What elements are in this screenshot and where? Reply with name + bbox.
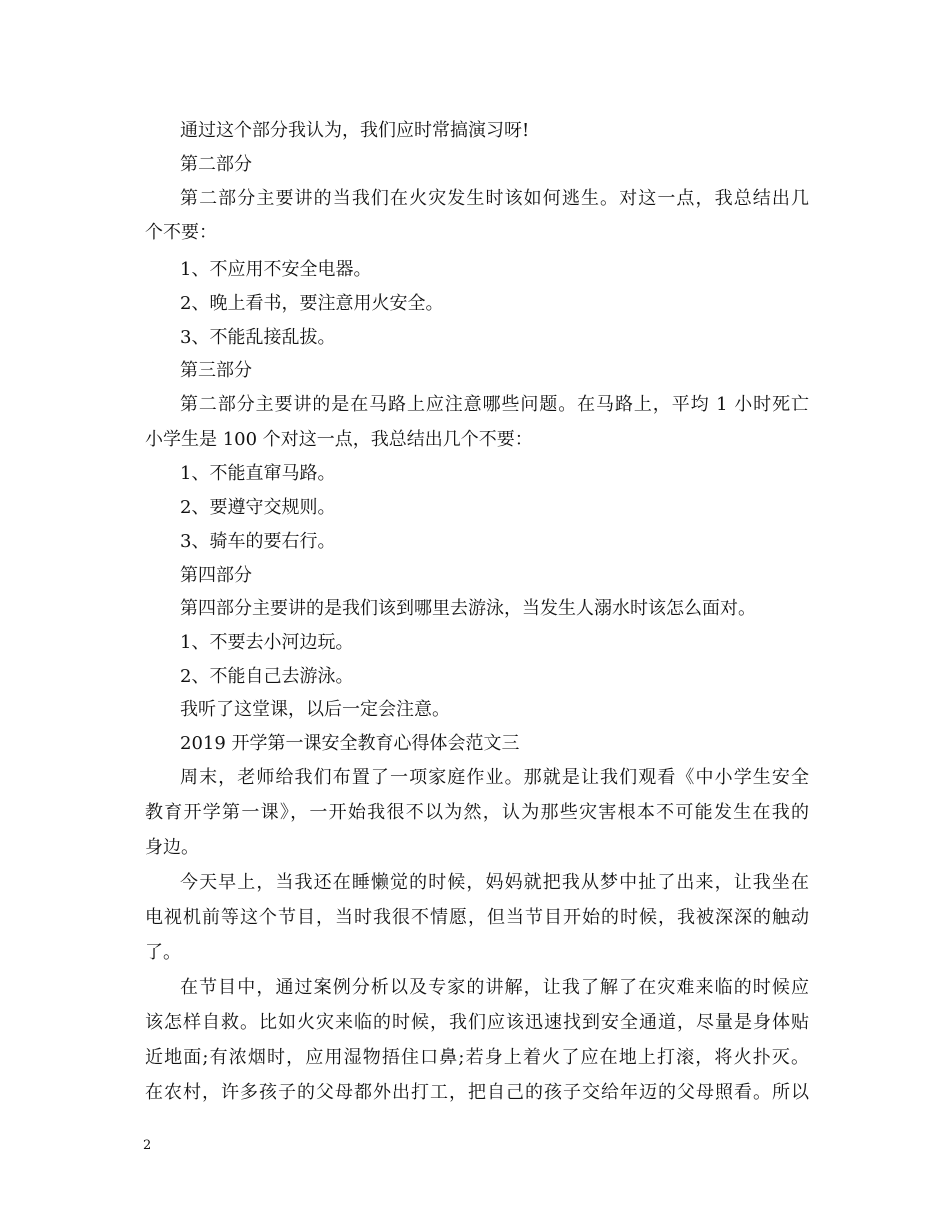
paragraph-line: 教育开学第一课》，一开始我很不以为然，认为那些灾害根本不可能发生在我的 — [145, 802, 809, 823]
paragraph-line: 第四部分主要讲的是我们该到哪里去游泳，当发生人溺水时该怎么面对。 — [180, 598, 756, 619]
list-item: 3、不能乱接乱拔。 — [180, 327, 336, 348]
paragraph-line: 身边。 — [145, 837, 199, 858]
paragraph-line: 近地面;有浓烟时，应用湿物捂住口鼻;若身上着火了应在地上打滚，将火扑灭。 — [145, 1047, 809, 1068]
section-heading: 第二部分 — [180, 154, 252, 175]
page-number: 2 — [143, 1138, 152, 1153]
list-item: 1、不要去小河边玩。 — [180, 632, 354, 653]
paragraph-line: 周末，老师给我们布置了一项家庭作业。那就是让我们观看《中小学生安全 — [180, 767, 809, 788]
paragraph-line: 小学生是 100 个对这一点，我总结出几个不要： — [145, 429, 533, 450]
section-heading: 第三部分 — [180, 360, 252, 381]
section-heading: 第四部分 — [180, 565, 252, 586]
paragraph-line: 第二部分主要讲的当我们在火灾发生时该如何逃生。对这一点，我总结出几 — [180, 188, 809, 209]
list-item: 1、不能直窜马路。 — [180, 463, 336, 484]
paragraph-line: 在农村，许多孩子的父母都外出打工，把自己的孩子交给年迈的父母照看。所以 — [145, 1082, 809, 1103]
paragraph-line: 通过这个部分我认为，我们应时常搞演习呀! — [180, 120, 530, 141]
paragraph-line: 电视机前等这个节目，当时我很不情愿，但当节目开始的时候，我被深深的触动 — [145, 907, 809, 928]
paragraph-line: 我听了这堂课，以后一定会注意。 — [180, 699, 450, 720]
paragraph-line: 第二部分主要讲的是在马路上应注意哪些问题。在马路上，平均 1 小时死亡 — [180, 394, 809, 415]
paragraph-line: 个不要： — [145, 222, 217, 243]
list-item: 2、晚上看书，要注意用火安全。 — [180, 293, 444, 314]
list-item: 2、不能自己去游泳。 — [180, 666, 354, 687]
section-title: 2019 开学第一课安全教育心得体会范文三 — [180, 733, 520, 754]
paragraph-line: 今天早上，当我还在睡懒觉的时候，妈妈就把我从梦中扯了出来，让我坐在 — [180, 872, 809, 893]
list-item: 3、骑车的要右行。 — [180, 531, 336, 552]
paragraph-line: 在节目中，通过案例分析以及专家的讲解，让我了解了在灾难来临的时候应 — [180, 977, 809, 998]
paragraph-line: 了。 — [145, 942, 181, 963]
list-item: 2、要遵守交规则。 — [180, 497, 336, 518]
paragraph-line: 该怎样自救。比如火灾来临的时候，我们应该迅速找到安全通道，尽量是身体贴 — [145, 1012, 809, 1033]
list-item: 1、不应用不安全电器。 — [180, 259, 372, 280]
